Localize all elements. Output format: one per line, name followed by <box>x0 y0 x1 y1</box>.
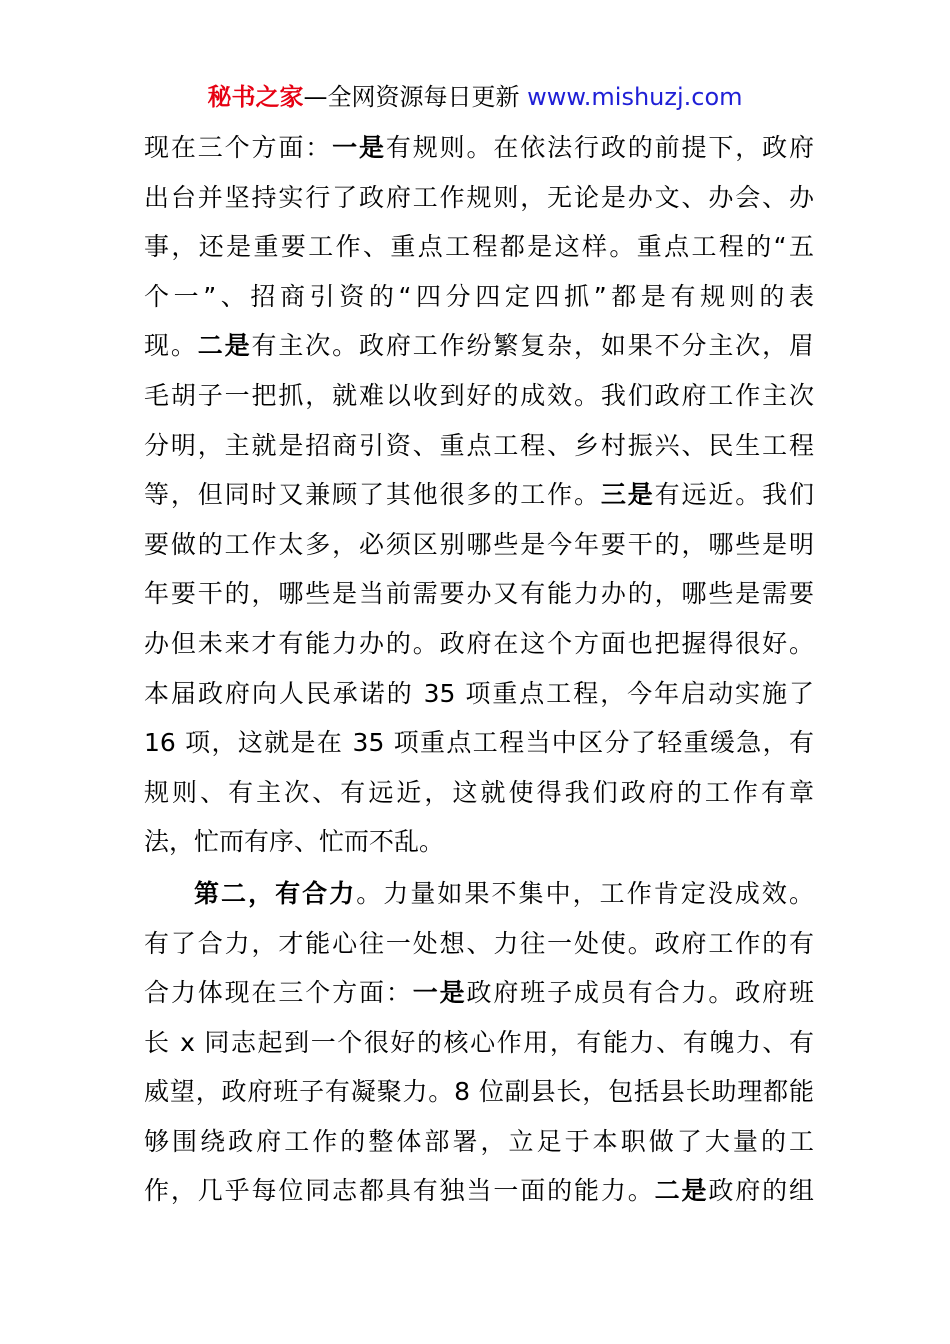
text-segment: 事，还是重要工作、重点工程都是这样。重点工程的“五 <box>144 232 814 262</box>
text-segment: 政府班子成员有合力。政府班 <box>466 978 814 1008</box>
text-line <box>144 1166 814 1216</box>
text-line <box>144 1018 814 1068</box>
text-segment: 办但未来才有能力办的。政府在这个方面也把握得很好。 <box>144 628 814 658</box>
text-segment: 威望，政府班子有凝聚力。8 位副县长，包括县长助理都能 <box>144 1077 814 1107</box>
text-line <box>144 869 814 919</box>
bold-text-segment: 一是 <box>412 978 467 1008</box>
bold-text-segment: 一是 <box>332 133 386 162</box>
text-segment: 个一”、招商引资的“四分四定四抓”都是有规则的表 <box>144 281 814 311</box>
bold-text-segment: 二是 <box>654 1176 709 1206</box>
text-line <box>144 1067 814 1117</box>
text-line <box>144 470 814 520</box>
site-url[interactable]: www.mishuzj.com <box>527 83 743 111</box>
text-segment: 有远近。我们 <box>654 480 814 510</box>
bold-text-segment: 三是 <box>600 480 655 510</box>
text-segment: 有规则。在依法行政的前提下，政府 <box>385 133 814 162</box>
text-segment: 分明，主就是招商引资、重点工程、乡村振兴、民生工程 <box>144 430 814 460</box>
text-line <box>144 817 814 867</box>
text-line <box>144 272 814 322</box>
text-line <box>144 718 814 768</box>
text-line <box>144 768 814 818</box>
site-name: 秘书之家 <box>207 83 304 111</box>
text-segment: 年要干的，哪些是当前需要办又有能力办的，哪些是需要 <box>144 579 814 609</box>
text-line <box>144 371 814 421</box>
text-line <box>144 919 814 969</box>
text-line <box>144 619 814 669</box>
bold-text-segment: 二是 <box>197 331 252 361</box>
text-line <box>144 123 814 173</box>
text-segment: 规则、有主次、有远近，这就使得我们政府的工作有章 <box>144 777 814 807</box>
text-segment: 出台并坚持实行了政府工作规则，无论是办文、办会、办 <box>144 182 814 212</box>
document-body <box>144 123 814 1216</box>
text-segment: 长 x 同志起到一个很好的核心作用，有能力、有魄力、有 <box>144 1027 814 1057</box>
text-segment: 有主次。政府工作纷繁复杂，如果不分主次，眉 <box>251 331 814 361</box>
site-tagline: —全网资源每日更新 <box>303 83 528 111</box>
text-line <box>144 1117 814 1167</box>
bold-text-segment: 第二，有合力 <box>194 878 357 908</box>
text-line <box>144 520 814 570</box>
text-line <box>144 421 814 471</box>
text-line <box>144 669 814 719</box>
text-line <box>144 321 814 371</box>
text-segment: 作，几乎每位同志都具有独当一面的能力。 <box>144 1176 655 1206</box>
text-segment: 16 项，这就是在 35 项重点工程当中区分了轻重缓急，有 <box>144 728 814 758</box>
text-segment: 等，但同时又兼顾了其他很多的工作。 <box>144 480 601 510</box>
text-segment: 政府的组 <box>708 1176 814 1206</box>
text-line <box>144 569 814 619</box>
text-line <box>144 222 814 272</box>
page-header <box>0 80 950 114</box>
text-segment: 法，忙而有序、忙而不乱。 <box>144 827 445 857</box>
text-segment: 本届政府向人民承诺的 35 项重点工程，今年启动实施了 <box>144 678 814 708</box>
text-segment: 。力量如果不集中，工作肯定没成效。 <box>356 878 814 908</box>
text-segment: 合力体现在三个方面： <box>144 978 413 1008</box>
text-line <box>144 173 814 223</box>
text-segment: 现。 <box>144 331 198 361</box>
text-segment: 现在三个方面： <box>144 133 333 162</box>
text-segment: 要做的工作太多，必须区别哪些是今年要干的，哪些是明 <box>144 529 814 559</box>
text-segment: 毛胡子一把抓，就难以收到好的成效。我们政府工作主次 <box>144 380 814 410</box>
text-segment: 够围绕政府工作的整体部署，立足于本职做了大量的工 <box>144 1126 814 1156</box>
text-segment: 有了合力，才能心往一处想、力往一处使。政府工作的有 <box>144 928 814 958</box>
text-line <box>144 968 814 1018</box>
